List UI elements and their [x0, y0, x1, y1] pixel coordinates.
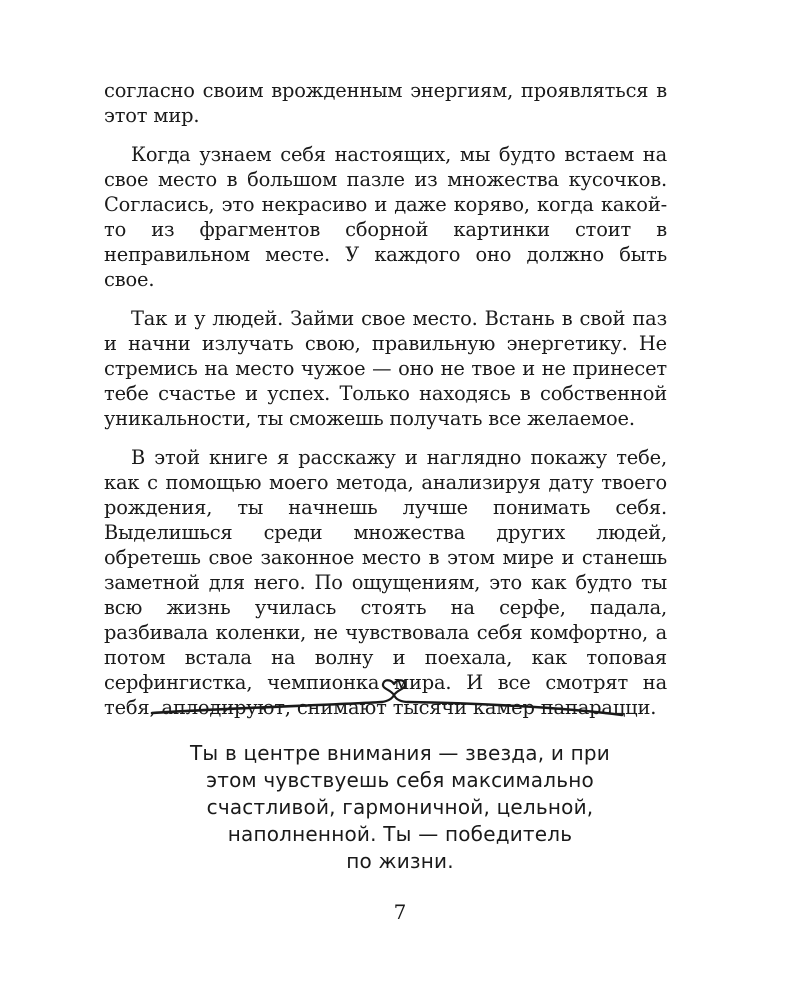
- paragraph-4: В этой книге я расскажу и наглядно покажу тебе, как с помощью моего метода, анализируя дату твоего рождения, ты начнешь лучше понимать себя. Выделишься среди множества других людей, обретешь свое законное место в этом мире и станешь заметной для него. По ощущениям, это как будто ты всю жизнь училась стоять на серфе, падала, разбивала коленки, не чувствовала себя комфортно, а потом встала на волну и поехала, как топовая серфингистка, чемпионка мира. И все смотрят на тебя, аплодируют, снимают тысячи камер папарацци.: [104, 446, 667, 719]
- quote-line-5: по жизни.: [346, 849, 454, 873]
- heart-flourish-icon: [150, 675, 625, 725]
- paragraph-1: согласно своим врожденным энергиям, проявляться в этот мир.: [104, 79, 667, 127]
- quote-line-1: Ты в центре внимания — звезда, и при: [189, 741, 611, 765]
- pull-quote: [120, 740, 680, 875]
- paragraph-2: Когда узнаем себя настоящих, мы будто встаем на свое место в большом пазле из множества кусочков. Согласись, это некрасиво и даже коряво, когда какой-то из фрагментов сборной картинки стоит в неправильном месте. У каждого оно должно быть свое.: [104, 143, 667, 291]
- body-text: [104, 78, 667, 734]
- page-number: 7: [393, 900, 407, 924]
- quote-line-3: счастливой, гармоничной, цельной,: [206, 795, 594, 819]
- quote-line-4: наполненной. Ты — победитель: [227, 822, 573, 846]
- quote-line-2: этом чувствуешь себя максимально: [206, 768, 594, 792]
- paragraph-3: Так и у людей. Займи свое место. Встань в свой паз и начни излучать свою, правильную энергетику. Не стремись на место чужое — оно не твое и не принесет тебе счастье и успех. Только находясь в собственной уникальности, ты сможешь получать все желаемое.: [104, 307, 667, 430]
